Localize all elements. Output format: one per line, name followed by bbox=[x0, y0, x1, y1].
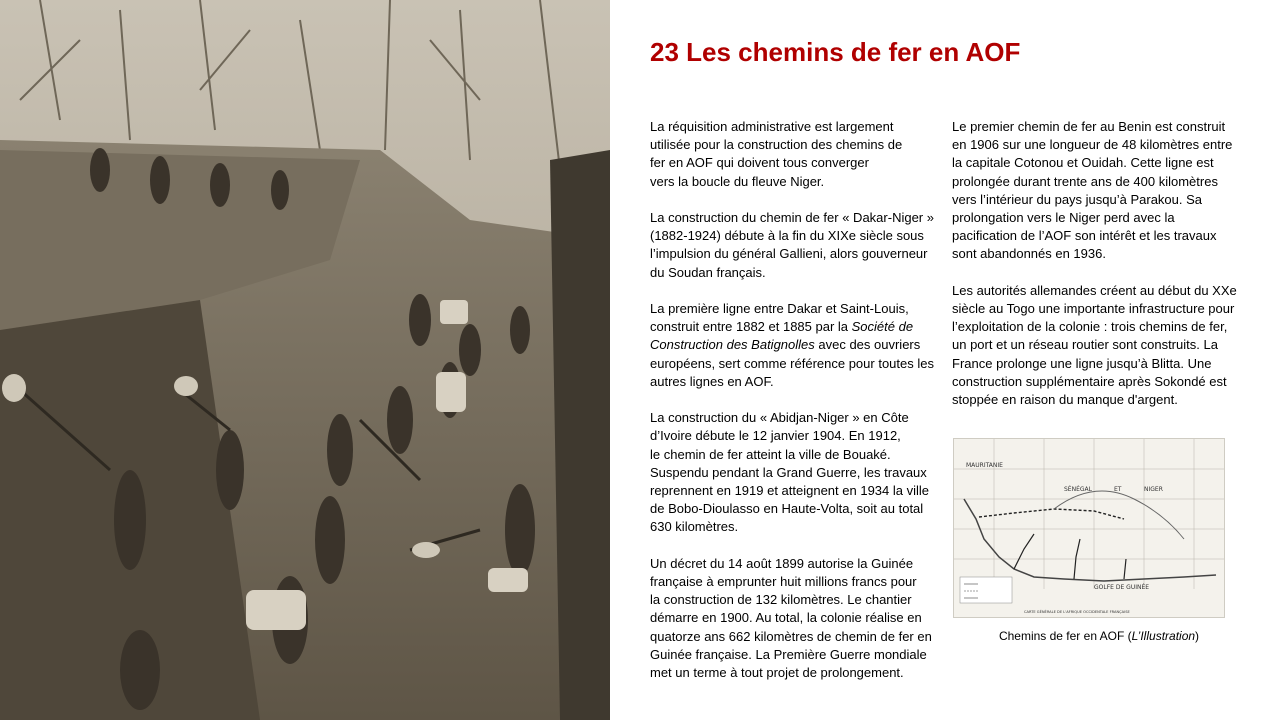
caption-text: Chemins de fer en AOF ( bbox=[998, 629, 1132, 643]
map-legend bbox=[960, 577, 1012, 603]
map-caption bbox=[952, 628, 1246, 644]
paragraph-text: La première ligne entre Dakar et Saint-Louis, construit entre 1882 et 1885 par la bbox=[650, 301, 909, 335]
paragraph-text: avec des ouvriers européens, sert comme référence pour toutes les autres lignes en AOF. bbox=[650, 337, 934, 389]
map-illustration bbox=[954, 439, 1224, 617]
map-label: GOLFE DE GUINÉE bbox=[1094, 584, 1150, 591]
company-name: Société de Construction des Batignolles bbox=[650, 319, 914, 353]
paragraph-dakar-niger: La construction du chemin de fer « Dakar-Niger » (1882-1924) débute à la fin du XIXe siècle sous l’impulsion du général Gallieni, alors gouverneur du Soudan français. bbox=[650, 210, 934, 280]
map-label: ET bbox=[1114, 486, 1122, 493]
right-text-column bbox=[952, 118, 1257, 427]
paragraph-benin: Le premier chemin de fer au Benin est construit en 1906 sur une longueur de 48 kilomètres entre la capitale Cotonou et Ouidah. Cette ligne est prolongée durant trente ans de 400 kilomètres vers l’intérieur du pays jusqu’à Parakou. Sa prolongation vers le Niger perd avec la pacification de l’AOF son intérêt et les travaux sont abandonnés en 1936. bbox=[952, 119, 1233, 262]
caption-source: L’Illustration bbox=[1131, 629, 1196, 643]
railway-map-image bbox=[953, 438, 1225, 618]
caption-close: ) bbox=[1195, 629, 1200, 643]
left-text-column bbox=[650, 118, 950, 700]
page-title: 23 Les chemins de fer en AOF bbox=[650, 37, 1021, 67]
map-label: MAURITANIE bbox=[966, 462, 1003, 469]
paragraph-togo: Les autorités allemandes créent au début du XXe siècle au Togo une importante infrastructure pour l’exploitation de la colonie : trois chemins de fer, un port et un réseau routier sont construits. La France prolonge une ligne jusqu’à Blitta. Une construction supplémentaire après Sokondé est stoppée en raison du manque d'argent. bbox=[952, 282, 1237, 408]
paragraph-dakar-saint-louis bbox=[650, 300, 950, 391]
map-label: SÉNÉGAL bbox=[1064, 486, 1092, 493]
map-label: NIGER bbox=[1144, 486, 1163, 493]
map-title: CARTE GÉNÉRALE DE L'AFRIQUE OCCIDENTALE FRANÇAISE bbox=[1024, 610, 1130, 614]
paragraph-abidjan-niger: La construction du « Abidjan-Niger » en Côte d’Ivoire débute le 12 janvier 1904. En 1912, le chemin de fer atteint la ville de Bouaké. Suspendu pendant la Grand Guerre, les travaux reprennent en 1919 et atteignent en 1934 la ville de Bobo-Dioulasso en Haute-Volta, soit au total 630 kilomètres. bbox=[650, 410, 929, 535]
paragraph-requisition: La réquisition administrative est largement utilisée pour la construction des chemins de fer en AOF qui doivent tous converger vers la boucle du fleuve Niger. bbox=[650, 119, 903, 189]
railway-construction-photo bbox=[0, 0, 610, 720]
photo-illustration bbox=[0, 0, 610, 720]
paragraph-guinee: Un décret du 14 août 1899 autorise la Guinée française à emprunter huit millions francs pour la construction de 132 kilomètres. Le chantier démarre en 1900. Au total, la colonie réalise en quatorze ans 662 kilomètres de chemin de fer en Guinée française. La Première Guerre mondiale met un terme à tout projet de prolongement. bbox=[650, 555, 932, 681]
